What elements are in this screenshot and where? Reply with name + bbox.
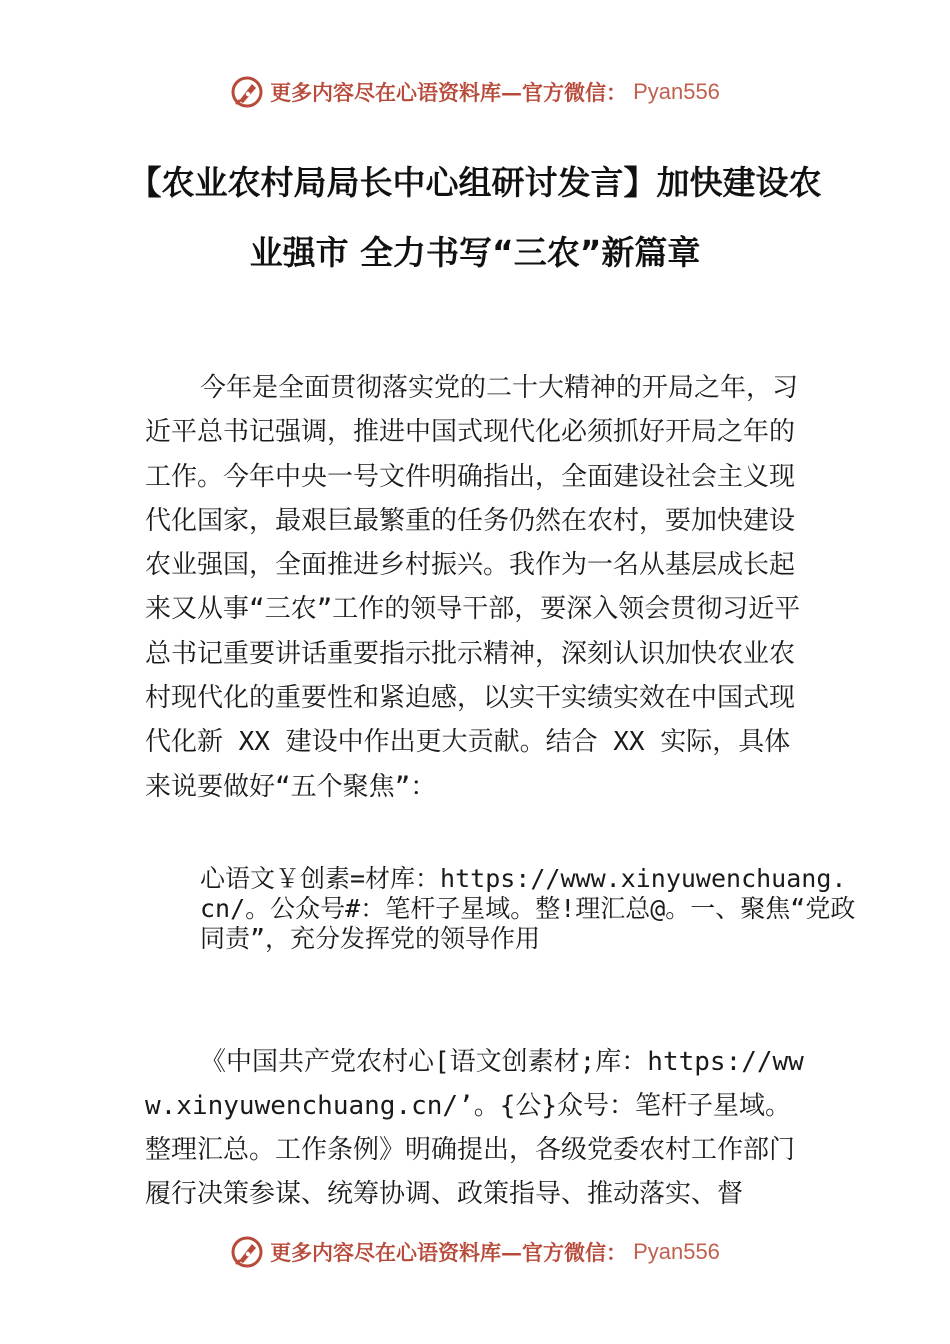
document-title: 【农业农村局局长中心组研讨发言】加快建设农业强市 全力书写“三农”新篇章 bbox=[128, 163, 822, 272]
section-paragraph-1: 《中国共产党农村心[语文创素材;库：https://www.xinyuwenchuang.cn/’。{公}众号：笔杆子星域。整理汇总。工作条例》明确提出，各级党委农村工作部门履行决策参谋、统筹协调、政策指导、推动落实、督 bbox=[145, 1047, 804, 1209]
banner-text: 更多内容尽在心语资料库—官方微信： bbox=[270, 1240, 628, 1265]
pen-nib-logo-icon bbox=[230, 75, 264, 109]
banner-wechat-id: Pyan556 bbox=[633, 1239, 720, 1264]
footer-banner bbox=[0, 1232, 950, 1272]
intro-paragraph: 今年是全面贯彻落实党的二十大精神的开局之年，习近平总书记强调，推进中国式现代化必须抓好开局之年的工作。今年中央一号文件明确指出，全面建设社会主义现代化国家，最艰巨最繁重的任务仍然在农村，要加快建设农业强国，全面推进乡村振兴。我作为一名从基层成长起来又从事“三农”工作的领导干部，要深入领会贯彻习近平总书记重要讲话重要指示批示精神，深刻认识加快农业农村现代化的重要性和紧迫感，以实干实绩实效在中国式现代化新 XX 建设中作出更大贡献。结合 XX 实际，具体来说要做好“五个聚焦”： bbox=[145, 373, 801, 802]
pen-nib-logo-icon bbox=[230, 1235, 264, 1269]
banner-text: 更多内容尽在心语资料库—官方微信： bbox=[270, 80, 628, 105]
header-banner bbox=[0, 72, 950, 112]
banner-wechat-id: Pyan556 bbox=[633, 79, 720, 104]
section-heading-1: 心语文￥创素=材库：https://www.xinyuwenchuang.cn/。公众号#：笔杆子星域。整!理汇总@。一、聚焦“党政同责”，充分发挥党的领导作用 bbox=[200, 864, 856, 953]
